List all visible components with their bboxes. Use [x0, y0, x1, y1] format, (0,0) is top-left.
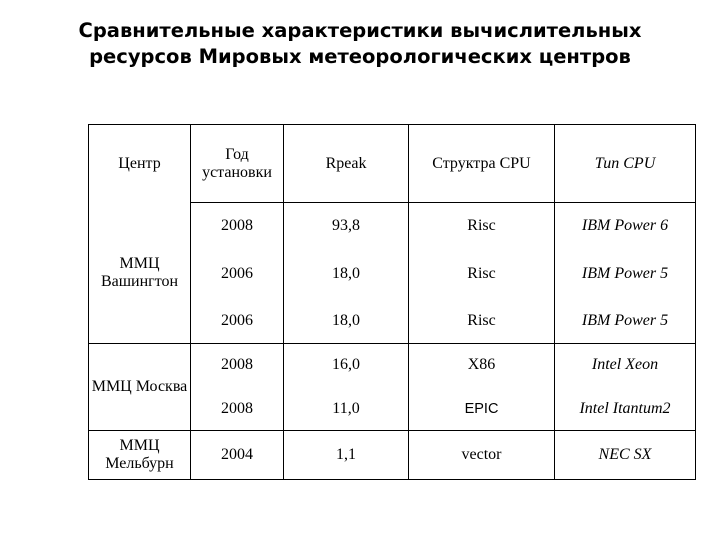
table-row [89, 344, 696, 387]
cell-year: 2006 [191, 250, 284, 298]
cell-year: 2008 [191, 344, 284, 387]
header-year: Год установки [191, 125, 284, 203]
cell-structure: X86 [409, 344, 555, 387]
table-row [89, 431, 696, 480]
title-line-2: ресурсов Мировых метеорологических центров [89, 45, 631, 68]
header-center: Центр [89, 125, 191, 203]
cell-structure: Risc [409, 298, 555, 344]
title-line-1: Сравнительные характеристики вычислительных [78, 19, 642, 42]
comparison-table [88, 124, 696, 480]
cell-year: 2008 [191, 387, 284, 431]
cell-cpu-type: IBM Power 5 [555, 250, 696, 298]
cell-cpu-type: IBM Power 5 [555, 298, 696, 344]
cell-rpeak: 11,0 [284, 387, 409, 431]
header-rpeak: Rpeak [284, 125, 409, 203]
center-melbourne: ММЦ Мельбурн [89, 431, 191, 480]
center-washington: ММЦ Вашингтон [89, 203, 191, 344]
cell-rpeak: 16,0 [284, 344, 409, 387]
cell-year: 2006 [191, 298, 284, 344]
table-row [89, 203, 696, 250]
cell-structure: EPIC [409, 387, 555, 431]
cell-structure: vector [409, 431, 555, 480]
cell-cpu-type: NEC SX [555, 431, 696, 480]
slide-title [40, 18, 680, 70]
header-cpu-structure: Структра CPU [409, 125, 555, 203]
cell-cpu-type: Intel Itantum2 [555, 387, 696, 431]
cell-rpeak: 1,1 [284, 431, 409, 480]
cell-structure: Risc [409, 203, 555, 250]
cell-cpu-type: Intel Xeon [555, 344, 696, 387]
cell-structure: Risc [409, 250, 555, 298]
header-cpu-type: Тип CPU [555, 125, 696, 203]
cell-cpu-type: IBM Power 6 [555, 203, 696, 250]
table-header-row [89, 125, 696, 203]
cell-rpeak: 18,0 [284, 250, 409, 298]
cell-year: 2008 [191, 203, 284, 250]
cell-rpeak: 18,0 [284, 298, 409, 344]
cell-rpeak: 93,8 [284, 203, 409, 250]
cell-year: 2004 [191, 431, 284, 480]
center-moscow: ММЦ Москва [89, 344, 191, 431]
